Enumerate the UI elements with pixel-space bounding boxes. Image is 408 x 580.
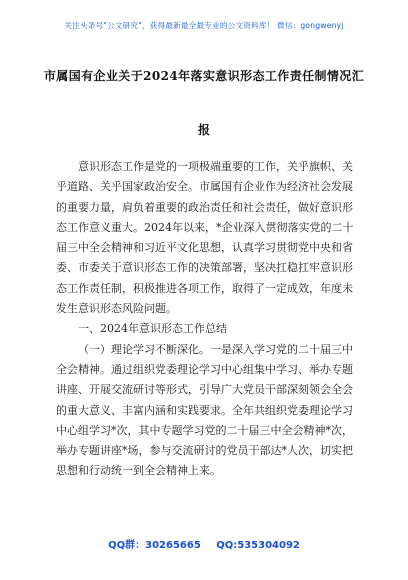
footer-qq-number: QQ:535304092 [216, 540, 300, 551]
header-banner: 关注头条号"公文研究"，获得最新最全最专业的公文资料库！ 微信：gongwenyj [64, 21, 344, 30]
document-body [56, 157, 356, 482]
section-heading: 一、2024年意识形态工作总结 [78, 322, 227, 336]
document-title-continued: 报 [197, 123, 210, 137]
document-title: 市属国有企业关于2024年落实意识形态工作责任制情况汇 [43, 69, 365, 83]
subsection-paragraph: （一）理论学习不断深化。一是深入学习党的二十届三中全会精神。通过组织党委理论学习中心组集中学习、举办专题讲座、开展交流研讨等形式，引导广大党员干部深刻领会全会的重大意义、丰富内涵和实践要求。全年共组织党委理论学习中心组学习*次，其中专题学习党的二十届三中全会精神*次，举办专题讲座*场，参与交流研讨的党员干部达*人次，切实把思想和行动统一到全会精神上来。 [56, 342, 353, 478]
footer-qq-group: QQ群：30265665 [108, 540, 201, 551]
footer-contact [0, 536, 408, 551]
intro-paragraph: 意识形态工作是党的一项极端重要的工作，关乎旗帜、关乎道路、关乎国家政治安全。市属国有企业作为经济社会发展的重要力量，肩负着重要的政治责任和社会责任，做好意识形态工作意义重大。2024年以来，*企业深入贯彻落实党的二十届三中全会精神和习近平文化思想，认真学习贯彻党中央和省委、市委关于意识形态工作的决策部署，坚决扛稳扛牢意识形态工作责任制，积极推进各项工作，取得了一定成效，年度未发生意识形态风险问题。 [56, 160, 354, 316]
